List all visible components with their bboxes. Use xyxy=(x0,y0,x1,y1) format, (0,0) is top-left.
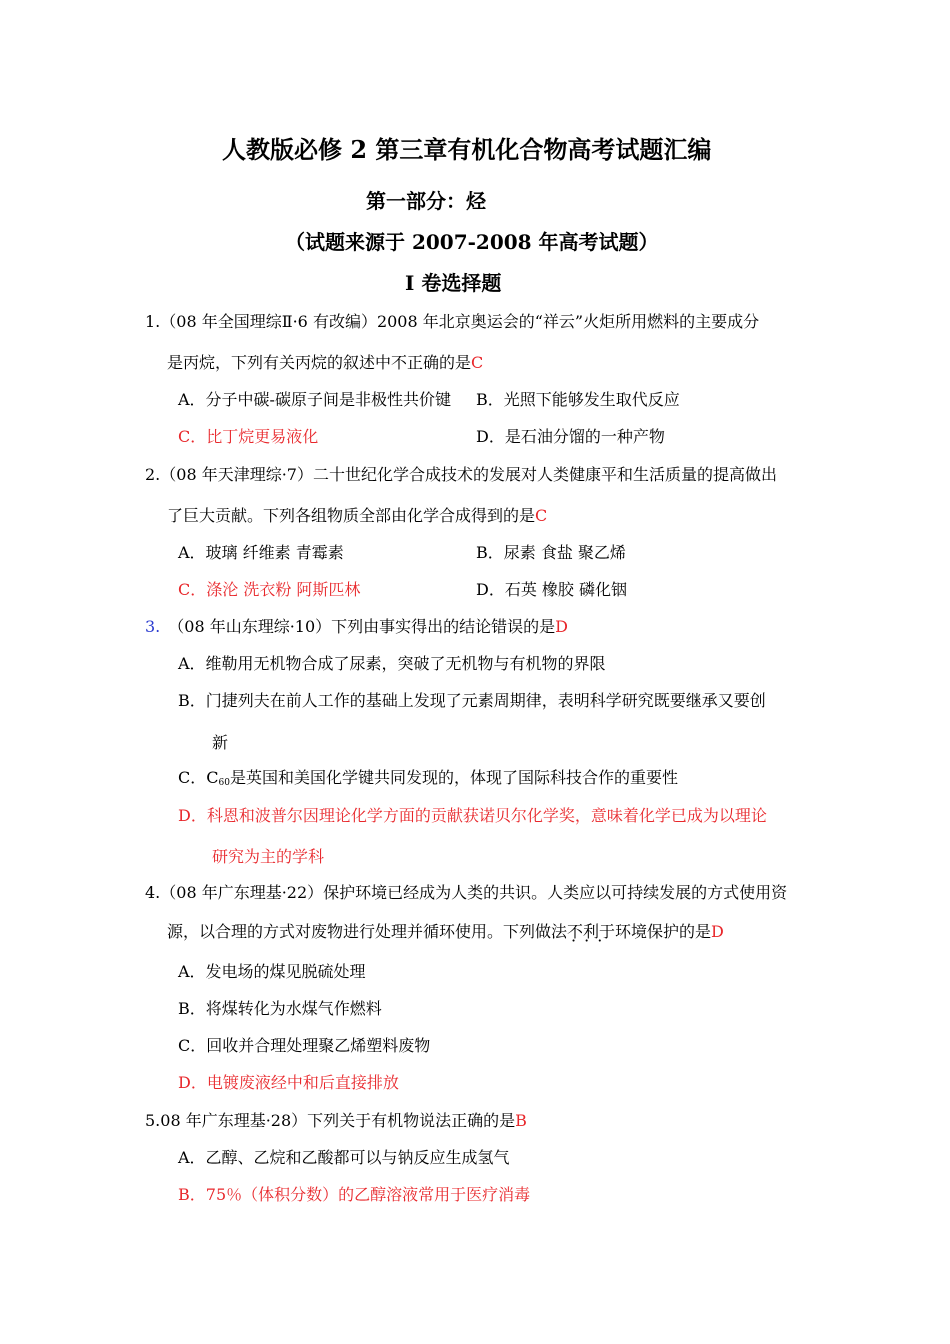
question-2-option-c: C．涤沦 洗衣粉 阿斯匹林 xyxy=(178,580,361,599)
question-2-option-d: D．石英 橡胶 磷化铟 xyxy=(476,580,628,599)
question-3-answer: D xyxy=(555,617,568,636)
question-1-option-a: A．分子中碳-碳原子间是非极性共价键 xyxy=(178,390,451,409)
question-3-option-b-line2: 新 xyxy=(212,733,229,752)
question-3-option-a: A．维勒用无机物合成了尿素，突破了无机物与有机物的界限 xyxy=(178,654,606,673)
question-4-option-c: C．回收并合理处理聚乙烯塑料废物 xyxy=(178,1036,431,1055)
question-3-option-d-line2: 研究为主的学科 xyxy=(212,847,325,866)
question-2-answer: C xyxy=(535,506,548,525)
part-heading: 第一部分：烃 xyxy=(366,189,486,213)
question-4-stem-line1: 4.（08 年广东理基·22）保护环境已经成为人类的共识。人类应以可持续发展的方式使用资 xyxy=(145,883,788,902)
question-5-option-a: A．乙醇、乙烷和乙酸都可以与钠反应生成氢气 xyxy=(178,1148,510,1167)
emphasis-dots: 不利于 · · · xyxy=(567,922,615,941)
question-3-option-d-line1: D．科恩和波普尔因理论化学方面的贡献获诺贝尔化学奖，意味着化学已成为以理论 xyxy=(178,806,767,825)
question-4-option-b: B．将煤转化为水煤气作燃料 xyxy=(178,999,382,1018)
question-4-stem-line2: 源，以合理的方式对废物进行处理并循环使用。下列做法不利于 · · ·环境保护的是D xyxy=(167,922,724,942)
question-4-option-a: A．发电场的煤见脱硫处理 xyxy=(178,962,366,981)
question-2-option-a: A．玻璃 纤维素 青霉素 xyxy=(178,543,344,562)
question-5-answer: B xyxy=(515,1111,527,1130)
question-1-stem-line1: 1.（08 年全国理综Ⅱ·6 有改编）2008 年北京奥运会的“祥云”火炬所用燃料的主要成分 xyxy=(145,312,760,331)
question-4-answer: D xyxy=(711,922,724,941)
question-3-number: 3. xyxy=(145,617,161,636)
question-1-answer: C xyxy=(471,353,484,372)
question-3-option-c: C．$C_{60}$是英国和美国化学键共同发现的，体现了国际科技合作的重要性 xyxy=(178,768,678,788)
question-2-stem-line2: 了巨大贡献。下列各组物质全部由化学合成得到的是C xyxy=(167,506,548,525)
question-5-option-b: B．75％（体积分数）的乙醇溶液常用于医疗消毒 xyxy=(178,1185,531,1204)
question-1-option-c: C．比丁烷更易液化 xyxy=(178,427,319,446)
question-1-option-b: B．光照下能够发生取代反应 xyxy=(476,390,680,409)
question-1-option-d: D．是石油分馏的一种产物 xyxy=(476,427,665,446)
question-3-option-b-line1: B．门捷列夫在前人工作的基础上发现了元素周期律，表明科学研究既要继承又要创 xyxy=(178,691,766,710)
section-heading: Ⅰ 卷选择题 xyxy=(405,271,502,295)
source-note: （试题来源于 2007-2008 年高考试题） xyxy=(285,230,659,254)
question-4-option-d: D．电镀废液经中和后直接排放 xyxy=(178,1073,399,1092)
question-2-stem-line1: 2.（08 年天津理综·7）二十世纪化学合成技术的发展对人类健康平和生活质量的提高做出 xyxy=(145,465,777,484)
document-title: 人教版必修 2 第三章有机化合物高考试题汇编 xyxy=(222,135,712,164)
question-2-option-b: B．尿素 食盐 聚乙烯 xyxy=(476,543,626,562)
question-3-stem: 3. （08 年山东理综·10）下列由事实得出的结论错误的是D xyxy=(145,617,568,636)
question-1-stem-line2: 是丙烷，下列有关丙烷的叙述中不正确的是C xyxy=(167,353,484,372)
question-5-stem: 5.08 年广东理基·28）下列关于有机物说法正确的是B xyxy=(145,1111,527,1130)
